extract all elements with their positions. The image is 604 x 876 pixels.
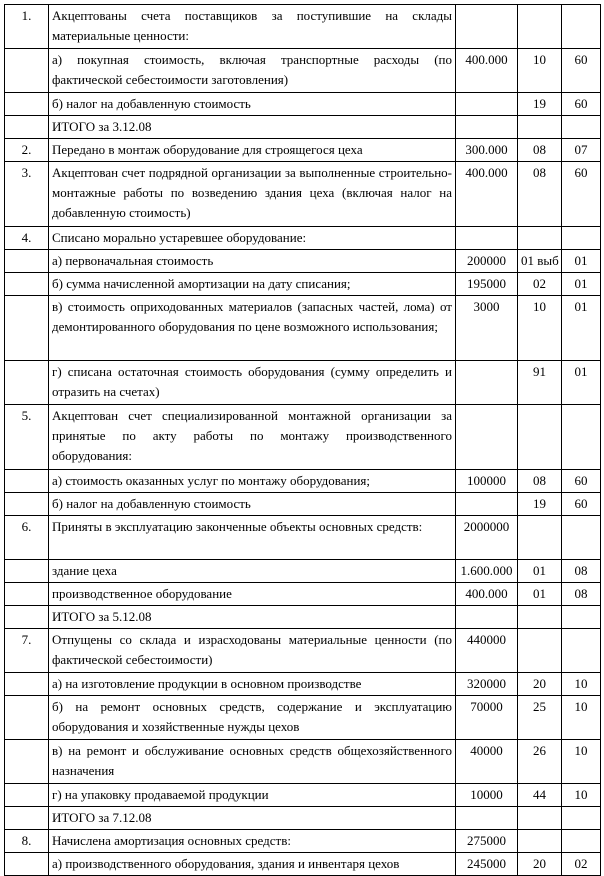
table-row	[5, 807, 601, 830]
transactions-table-body	[5, 5, 601, 876]
row-number-cell	[5, 807, 49, 830]
debit-account-cell	[518, 807, 562, 830]
table-row	[5, 560, 601, 583]
row-number-cell: 6.	[5, 516, 49, 560]
debit-account-cell	[518, 606, 562, 629]
credit-account-cell: 07	[562, 139, 601, 162]
description-cell: ИТОГО за 7.12.08	[49, 807, 456, 830]
description-cell: в) стоимость оприходованных материалов (запасных частей, лома) от демонтированного оборудования по цене возможного использования;	[49, 296, 456, 361]
row-number-cell	[5, 273, 49, 296]
amount-cell	[456, 227, 518, 250]
table-row	[5, 361, 601, 405]
debit-account-cell: 10	[518, 49, 562, 93]
credit-account-cell: 08	[562, 583, 601, 606]
amount-cell: 200000	[456, 250, 518, 273]
amount-cell	[456, 93, 518, 116]
description-cell: Акцептован счет подрядной организации за выполненные строительно-монтажные работы по возведению здания цеха (включая налог на добавленную стоимость)	[49, 162, 456, 227]
row-number-cell	[5, 493, 49, 516]
row-number-cell: 8.	[5, 830, 49, 853]
row-number-cell: 3.	[5, 162, 49, 227]
table-row	[5, 470, 601, 493]
credit-account-cell: 10	[562, 740, 601, 784]
table-row	[5, 606, 601, 629]
debit-account-cell: 02	[518, 273, 562, 296]
amount-cell	[456, 807, 518, 830]
debit-account-cell: 19	[518, 493, 562, 516]
credit-account-cell: 08	[562, 560, 601, 583]
description-cell: а) стоимость оказанных услуг по монтажу оборудования;	[49, 470, 456, 493]
description-cell: а) на изготовление продукции в основном производстве	[49, 673, 456, 696]
description-cell: б) налог на добавленную стоимость	[49, 493, 456, 516]
debit-account-cell: 10	[518, 296, 562, 361]
amount-cell: 3000	[456, 296, 518, 361]
row-number-cell	[5, 696, 49, 740]
debit-account-cell: 26	[518, 740, 562, 784]
debit-account-cell: 08	[518, 162, 562, 227]
description-cell: Начислена амортизация основных средств:	[49, 830, 456, 853]
description-cell: здание цеха	[49, 560, 456, 583]
credit-account-cell	[562, 606, 601, 629]
table-row	[5, 139, 601, 162]
credit-account-cell: 10	[562, 696, 601, 740]
amount-cell	[456, 116, 518, 139]
amount-cell: 40000	[456, 740, 518, 784]
row-number-cell: 7.	[5, 629, 49, 673]
description-cell: б) на ремонт основных средств, содержание и эксплуатацию оборудования и хозяйственные нужды цехов	[49, 696, 456, 740]
transactions-table	[4, 4, 601, 876]
credit-account-cell: 02	[562, 853, 601, 876]
table-row	[5, 162, 601, 227]
debit-account-cell: 91	[518, 361, 562, 405]
table-row	[5, 5, 601, 49]
description-cell: а) производственного оборудования, здания и инвентаря цехов	[49, 853, 456, 876]
table-row	[5, 853, 601, 876]
debit-account-cell: 08	[518, 470, 562, 493]
row-number-cell	[5, 470, 49, 493]
description-cell: Приняты в эксплуатацию законченные объекты основных средств:	[49, 516, 456, 560]
credit-account-cell: 60	[562, 493, 601, 516]
description-cell: б) налог на добавленную стоимость	[49, 93, 456, 116]
row-number-cell: 2.	[5, 139, 49, 162]
debit-account-cell	[518, 830, 562, 853]
amount-cell: 2000000	[456, 516, 518, 560]
description-cell: в) на ремонт и обслуживание основных средств общехозяйственного назначения	[49, 740, 456, 784]
row-number-cell	[5, 93, 49, 116]
amount-cell	[456, 405, 518, 470]
amount-cell: 1.600.000	[456, 560, 518, 583]
amount-cell: 400.000	[456, 162, 518, 227]
row-number-cell: 5.	[5, 405, 49, 470]
amount-cell: 245000	[456, 853, 518, 876]
description-cell: г) на упаковку продаваемой продукции	[49, 784, 456, 807]
debit-account-cell: 08	[518, 139, 562, 162]
table-row	[5, 405, 601, 470]
table-row	[5, 227, 601, 250]
debit-account-cell: 01	[518, 583, 562, 606]
row-number-cell	[5, 296, 49, 361]
table-row	[5, 696, 601, 740]
table-row	[5, 673, 601, 696]
debit-account-cell: 25	[518, 696, 562, 740]
amount-cell: 70000	[456, 696, 518, 740]
row-number-cell	[5, 606, 49, 629]
credit-account-cell: 60	[562, 470, 601, 493]
credit-account-cell	[562, 227, 601, 250]
table-row	[5, 296, 601, 361]
credit-account-cell	[562, 830, 601, 853]
row-number-cell	[5, 583, 49, 606]
amount-cell: 440000	[456, 629, 518, 673]
description-cell: а) покупная стоимость, включая транспортные расходы (по фактической себестоимости заготовления)	[49, 49, 456, 93]
row-number-cell	[5, 784, 49, 807]
row-number-cell	[5, 673, 49, 696]
description-cell: г) списана остаточная стоимость оборудования (сумму определить и отразить на счетах)	[49, 361, 456, 405]
amount-cell: 400.000	[456, 583, 518, 606]
row-number-cell	[5, 250, 49, 273]
credit-account-cell	[562, 5, 601, 49]
row-number-cell: 1.	[5, 5, 49, 49]
amount-cell	[456, 361, 518, 405]
description-cell: ИТОГО за 5.12.08	[49, 606, 456, 629]
credit-account-cell: 60	[562, 49, 601, 93]
table-row	[5, 493, 601, 516]
description-cell: производственное оборудование	[49, 583, 456, 606]
description-cell: б) сумма начисленной амортизации на дату списания;	[49, 273, 456, 296]
credit-account-cell	[562, 629, 601, 673]
credit-account-cell	[562, 116, 601, 139]
amount-cell: 195000	[456, 273, 518, 296]
debit-account-cell: 20	[518, 673, 562, 696]
description-cell: ИТОГО за 3.12.08	[49, 116, 456, 139]
credit-account-cell	[562, 405, 601, 470]
credit-account-cell: 01	[562, 296, 601, 361]
credit-account-cell	[562, 516, 601, 560]
row-number-cell	[5, 49, 49, 93]
debit-account-cell	[518, 227, 562, 250]
amount-cell: 275000	[456, 830, 518, 853]
description-cell: а) первоначальная стоимость	[49, 250, 456, 273]
amount-cell: 400.000	[456, 49, 518, 93]
table-row	[5, 273, 601, 296]
credit-account-cell	[562, 807, 601, 830]
debit-account-cell: 44	[518, 784, 562, 807]
amount-cell: 100000	[456, 470, 518, 493]
amount-cell	[456, 5, 518, 49]
table-row	[5, 250, 601, 273]
table-row	[5, 93, 601, 116]
amount-cell: 320000	[456, 673, 518, 696]
debit-account-cell	[518, 405, 562, 470]
table-row	[5, 629, 601, 673]
description-cell: Акцептован счет специализированной монтажной организации за принятые по акту работы по монтажу производственного оборудования:	[49, 405, 456, 470]
row-number-cell	[5, 560, 49, 583]
debit-account-cell	[518, 116, 562, 139]
amount-cell	[456, 493, 518, 516]
description-cell: Отпущены со склада и израсходованы материальные ценности (по фактической себестоимости)	[49, 629, 456, 673]
row-number-cell	[5, 361, 49, 405]
table-row	[5, 116, 601, 139]
table-row	[5, 740, 601, 784]
table-row	[5, 830, 601, 853]
table-row	[5, 49, 601, 93]
debit-account-cell: 01 выб	[518, 250, 562, 273]
description-cell: Передано в монтаж оборудование для строящегося цеха	[49, 139, 456, 162]
row-number-cell: 4.	[5, 227, 49, 250]
row-number-cell	[5, 853, 49, 876]
table-row	[5, 516, 601, 560]
credit-account-cell: 60	[562, 93, 601, 116]
debit-account-cell	[518, 516, 562, 560]
debit-account-cell	[518, 629, 562, 673]
debit-account-cell: 19	[518, 93, 562, 116]
row-number-cell	[5, 740, 49, 784]
credit-account-cell: 01	[562, 273, 601, 296]
amount-cell: 10000	[456, 784, 518, 807]
table-row	[5, 784, 601, 807]
row-number-cell	[5, 116, 49, 139]
amount-cell	[456, 606, 518, 629]
credit-account-cell: 10	[562, 784, 601, 807]
credit-account-cell: 10	[562, 673, 601, 696]
description-cell: Акцептованы счета поставщиков за поступившие на склады материальные ценности:	[49, 5, 456, 49]
table-row	[5, 583, 601, 606]
debit-account-cell	[518, 5, 562, 49]
description-cell: Списано морально устаревшее оборудование:	[49, 227, 456, 250]
debit-account-cell: 20	[518, 853, 562, 876]
credit-account-cell: 01	[562, 361, 601, 405]
credit-account-cell: 01	[562, 250, 601, 273]
amount-cell: 300.000	[456, 139, 518, 162]
debit-account-cell: 01	[518, 560, 562, 583]
credit-account-cell: 60	[562, 162, 601, 227]
